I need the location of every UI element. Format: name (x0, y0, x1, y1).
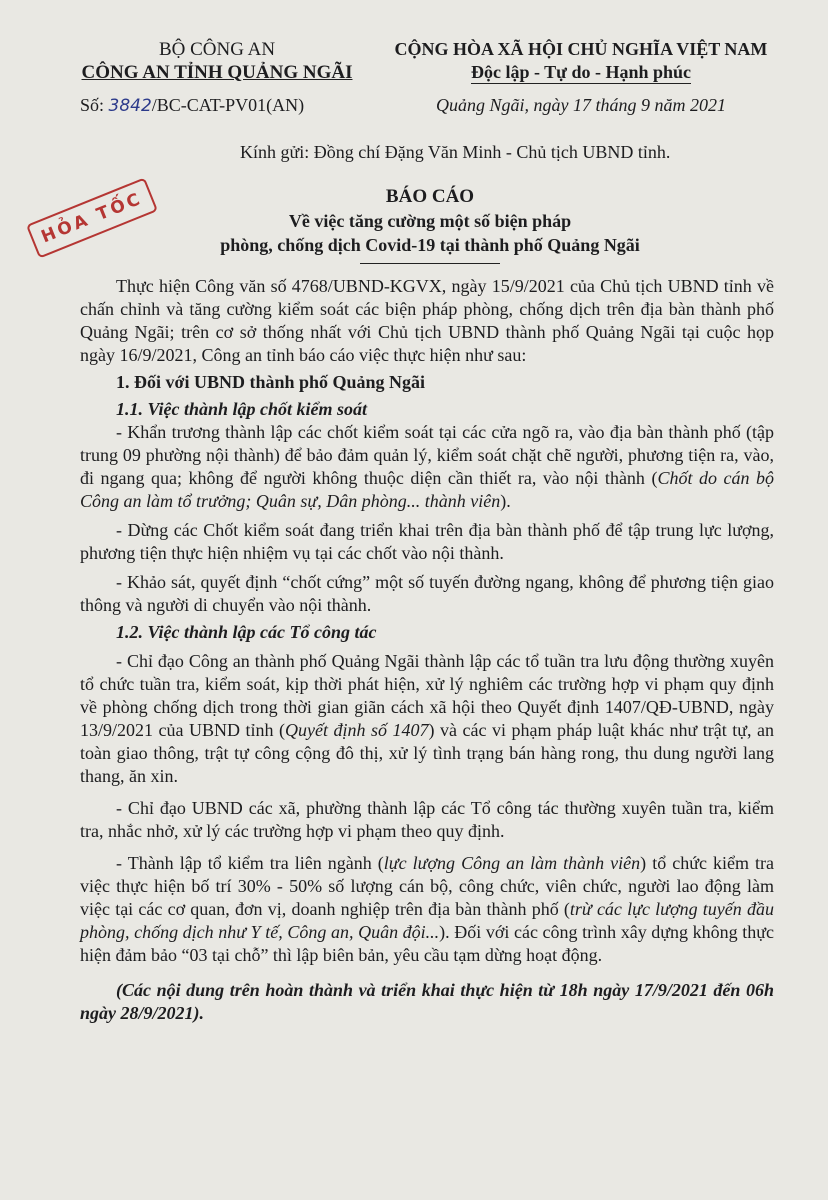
place-date: Quảng Ngãi, ngày 17 tháng 9 năm 2021 (436, 95, 726, 115)
paragraph-checkpoints-italic: Chốt do cán bộ Công an làm tổ trưởng; Quân sự, Dân phòng... thành viên (80, 468, 775, 511)
document-number-prefix: Số: (80, 95, 105, 115)
national-motto (362, 61, 800, 84)
paragraph-inspection-italic-1: lực lượng Công an làm thành viên (383, 853, 641, 873)
subsection-heading-1-1: 1.1. Việc thành lập chốt kiểm soát (116, 399, 368, 419)
agency-header (72, 38, 362, 118)
paragraph-inspection-team (80, 852, 774, 967)
document-number-handwritten: 3842 (108, 96, 152, 116)
document-number (72, 93, 362, 118)
agency-parent: BỘ CÔNG AN (158, 39, 276, 60)
paragraph-checkpoints (80, 421, 774, 513)
document-number-suffix: /BC-CAT-PV01(AN) (151, 95, 305, 115)
paragraph-inspection-c: ). Đối với các công trình xây dựng không thực hiện đảm bảo “03 tại chỗ” thì lập biên bản, yêu cầu tạm dừng hoạt động. (80, 922, 774, 965)
report-type: BÁO CÁO (385, 186, 475, 207)
title-underline (360, 263, 500, 264)
urgent-stamp: HỎA TỐC (26, 177, 158, 258)
subsection-heading-1-2: 1.2. Việc thành lập các Tổ công tác (116, 622, 377, 642)
paragraph-patrol-end: ) và các vi phạm pháp luật khác như trật tự, an toàn giao thông, trật tự công cộng đô thị, xử lý tình trạng bán hàng rong, thu dung người lang thang, ăn xin. (80, 720, 775, 786)
report-subject-line1: Về việc tăng cường một số biện pháp (288, 211, 572, 231)
report-body (80, 275, 774, 1025)
paragraph-ward-teams: - Chỉ đạo UBND các xã, phường thành lập các Tổ công tác thường xuyên tuần tra, kiểm tra, nhắc nhở, xử lý các trường hợp vi phạm theo quy định. (80, 798, 774, 841)
timeline-note: (Các nội dung trên hoàn thành và triển khai thực hiện từ 18h ngày 17/9/2021 đến 06h ngày 28/9/2021). (80, 980, 774, 1023)
paragraph-stop-checkpoints: - Dừng các Chốt kiểm soát đang triển khai trên địa bàn thành phố để tập trung lực lượng, phương tiện thực hiện nhiệm vụ tại các chốt vào nội thành. (80, 520, 774, 563)
national-header (362, 38, 800, 117)
paragraph-inspection-a: - Thành lập tổ kiểm tra liên ngành ( (116, 853, 384, 873)
paragraph-checkpoints-main: - Khẩn trương thành lập các chốt kiểm soát tại các cửa ngõ ra, vào địa bàn thành phố (tập trung 09 phường nội thành) để bảo đảm quản lý, kiểm soát chặt chẽ người, phương tiện ra, vào, đi ngang qua; không để người không thuộc diện cần thiết ra, vào nội thành ( (80, 422, 774, 488)
intro-paragraph: Thực hiện Công văn số 4768/UBND-KGVX, ngày 15/9/2021 của Chủ tịch UBND tỉnh về chấn chỉnh và tăng cường kiểm soát các biện pháp phòng, chống dịch trên địa bàn thành phố Quảng Ngãi; trên cơ sở thống nhất với Chủ tịch UBND thành phố Quảng Ngãi tại cuộc họp ngày 16/9/2021, Công an tỉnh báo cáo việc thực hiện như sau: (80, 276, 774, 365)
paragraph-inspection-b: ) tổ chức kiểm tra việc thực hiện bố trí 30% - 50% số lượng cán bộ, công chức, viên chức, người lao động làm việc tại các cơ quan, đơn vị, doanh nghiệp trên địa bàn thành phố ( (80, 853, 774, 919)
report-title (150, 185, 710, 264)
paragraph-patrol-teams (80, 650, 774, 788)
agency-name: CÔNG AN TỈNH QUẢNG NGÃI (81, 62, 353, 83)
nation-name: CỘNG HÒA XÃ HỘI CHỦ NGHĨA VIỆT NAM (394, 39, 768, 59)
report-subject-line2: phòng, chống dịch Covid-19 tại thành phố Quảng Ngãi (220, 235, 640, 255)
paragraph-patrol-italic: Quyết định số 1407 (285, 720, 429, 740)
paragraph-inspection-italic-2: trừ các lực lượng tuyến đầu phòng, chống dịch như Y tế, Công an, Quân đội... (80, 899, 774, 942)
paragraph-checkpoints-end: ). (500, 491, 511, 511)
paragraph-patrol-main: - Chỉ đạo Công an thành phố Quảng Ngãi thành lập các tổ tuần tra lưu động thường xuyên tổ chức tuần tra, kiểm soát, kịp thời phát hiện, xử lý nghiêm các trường hợp vi phạm quy định về phòng chống dịch trong thời gian giãn cách xã hội theo Quyết định 1407/QĐ-UBND, ngày 13/9/2021 của UBND tỉnh ( (80, 651, 774, 740)
national-motto-text: Độc lập - Tự do - Hạnh phúc (470, 62, 692, 82)
paragraph-hard-checkpoints: - Khảo sát, quyết định “chốt cứng” một số tuyến đường ngang, không để phương tiện giao thông và người di chuyển vào nội thành. (80, 572, 774, 615)
recipient-line: Kính gửi: Đồng chí Đặng Văn Minh - Chủ tịch UBND tỉnh. (240, 142, 671, 162)
section-heading-1: 1. Đối với UBND thành phố Quảng Ngãi (116, 372, 426, 392)
